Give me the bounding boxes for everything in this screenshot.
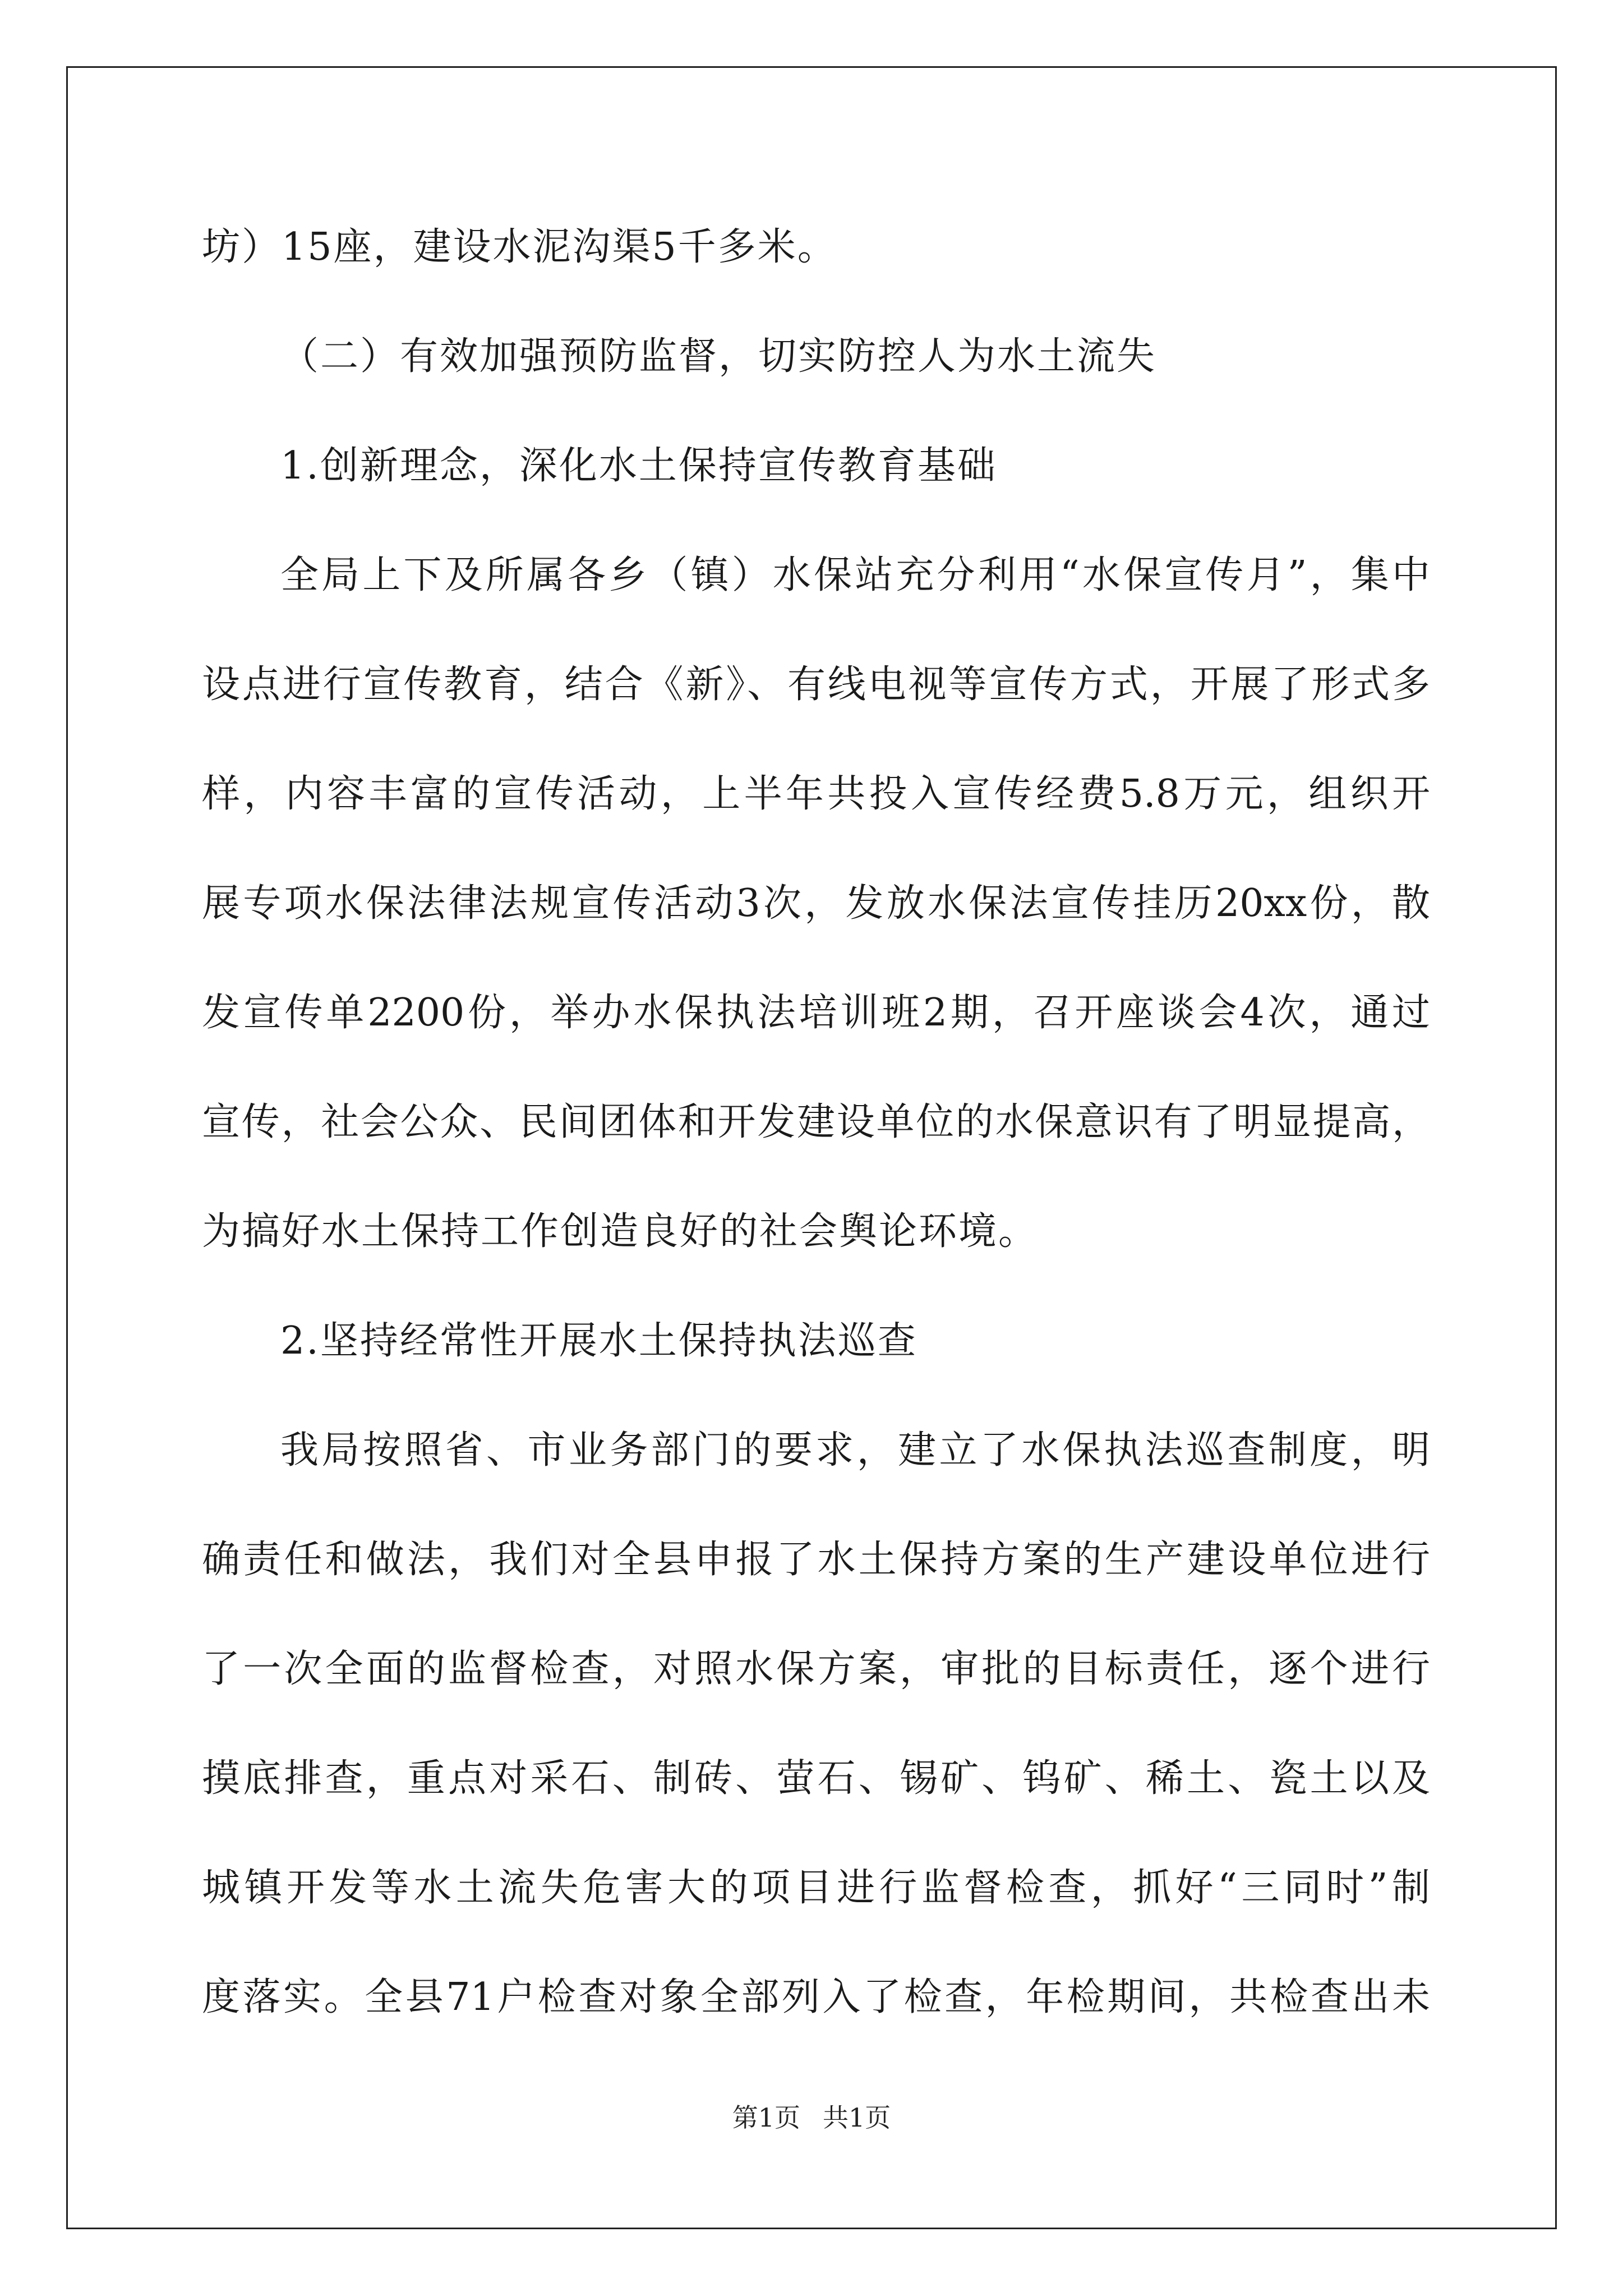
text-line: 我局按照省、市业务部门的要求，建立了水保执法巡查制度，明 <box>280 1428 1430 1473</box>
subsection-heading: 2.坚持经常性开展水土保持执法巡查 <box>280 1319 917 1363</box>
text-line: 全局上下及所属各乡（镇）水保站充分利用“水保宣传月”，集中 <box>280 553 1430 597</box>
text-line: 发宣传单2200份，举办水保执法培训班2期，召开座谈会4次，通过 <box>202 991 1430 1035</box>
text-line: 展专项水保法律法规宣传活动3次，发放水保法宣传挂历20xx份，散 <box>202 881 1430 926</box>
section-heading: （二）有效加强预防监督，切实防控人为水土流失 <box>280 334 1157 379</box>
text-line: 宣传，社会公众、民间团体和开发建设单位的水保意识有了明显提高， <box>202 1100 1430 1144</box>
text-line: 摸底排查，重点对采石、制砖、萤石、锡矿、钨矿、稀土、瓷土以及 <box>202 1756 1430 1801</box>
text-line: 城镇开发等水土流失危害大的项目进行监督检查，抓好“三同时”制 <box>202 1866 1430 1910</box>
text-line: 确责任和做法，我们对全县申报了水土保持方案的生产建设单位进行 <box>202 1538 1430 1582</box>
text-line: 设点进行宣传教育，结合《新》、有线电视等宣传方式，开展了形式多 <box>202 662 1430 707</box>
text-line: 了一次全面的监督检查，对照水保方案，审批的目标责任，逐个进行 <box>202 1647 1430 1691</box>
page-number: 第1页 <box>732 2102 800 2133</box>
page-footer <box>0 2101 1623 2134</box>
text-line: 度落实。全县71户检查对象全部列入了检查，年检期间，共检查出未 <box>202 1975 1430 2019</box>
subsection-heading: 1.创新理念，深化水土保持宣传教育基础 <box>280 444 997 488</box>
text-line: 为搞好水土保持工作创造良好的社会舆论环境。 <box>202 1209 1039 1254</box>
page-total: 共1页 <box>823 2102 891 2133</box>
text-line: 坊）15座，建设水泥沟渠5千多米。 <box>202 225 837 269</box>
text-line: 样，内容丰富的宣传活动，上半年共投入宣传经费5.8万元，组织开 <box>202 772 1430 816</box>
